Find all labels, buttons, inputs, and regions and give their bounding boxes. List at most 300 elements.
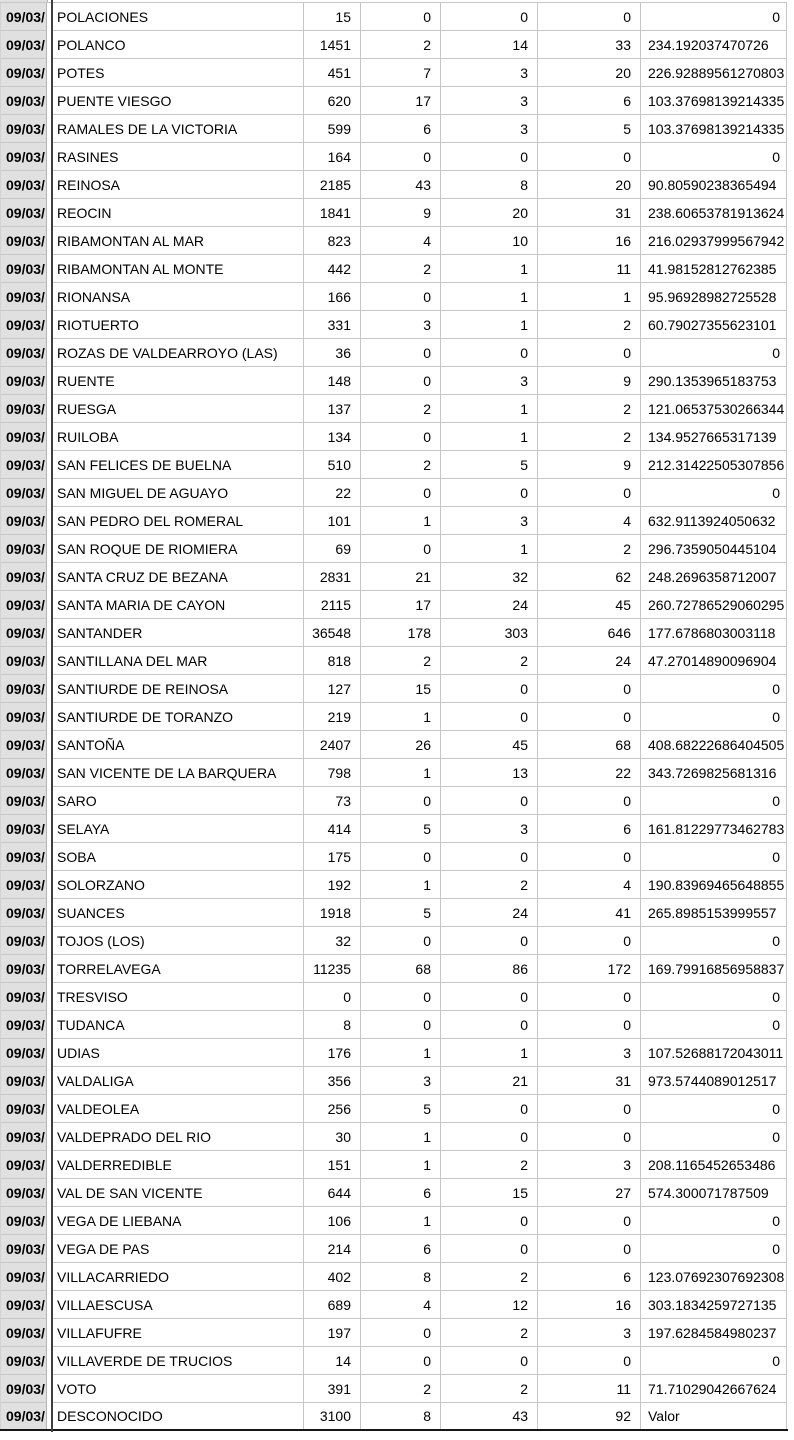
date-cell: 09/03/ bbox=[0, 395, 47, 423]
table-row bbox=[0, 367, 788, 395]
value1-cell: 1841 bbox=[303, 199, 360, 227]
rate-cell: 90.80590238365494 bbox=[640, 171, 787, 199]
value2-cell: 1 bbox=[360, 1039, 440, 1067]
municipality-cell: SARO bbox=[51, 787, 303, 815]
value1-cell: 331 bbox=[303, 311, 360, 339]
date-cell: 09/03/ bbox=[0, 1123, 47, 1151]
value1-cell: 73 bbox=[303, 787, 360, 815]
value2-cell: 0 bbox=[360, 283, 440, 311]
value1-cell: 2115 bbox=[303, 591, 360, 619]
value1-cell: 599 bbox=[303, 115, 360, 143]
value2-cell: 68 bbox=[360, 955, 440, 983]
table-row bbox=[0, 479, 788, 507]
date-cell: 09/03/ bbox=[0, 1291, 47, 1319]
date-cell: 09/03/ bbox=[0, 1095, 47, 1123]
rate-cell: 0 bbox=[640, 1207, 787, 1235]
value3-cell: 15 bbox=[440, 1179, 537, 1207]
value2-cell: 1 bbox=[360, 507, 440, 535]
value4-cell: 0 bbox=[537, 339, 640, 367]
rate-cell: 0 bbox=[640, 1347, 787, 1375]
value3-cell: 43 bbox=[440, 1403, 537, 1429]
value4-cell: 9 bbox=[537, 367, 640, 395]
value1-cell: 36 bbox=[303, 339, 360, 367]
value1-cell: 356 bbox=[303, 1067, 360, 1095]
date-cell: 09/03/ bbox=[0, 899, 47, 927]
date-cell: 09/03/ bbox=[0, 787, 47, 815]
value1-cell: 620 bbox=[303, 87, 360, 115]
municipality-cell: RIBAMONTAN AL MAR bbox=[51, 227, 303, 255]
table-row bbox=[0, 143, 788, 171]
rate-cell: 0 bbox=[640, 1123, 787, 1151]
value4-cell: 0 bbox=[537, 143, 640, 171]
rate-cell: 0 bbox=[640, 703, 787, 731]
rate-cell: 121.06537530266344 bbox=[640, 395, 787, 423]
rate-cell: 197.6284584980237 bbox=[640, 1319, 787, 1347]
value3-cell: 1 bbox=[440, 311, 537, 339]
value3-cell: 0 bbox=[440, 143, 537, 171]
value2-cell: 6 bbox=[360, 115, 440, 143]
date-cell: 09/03/ bbox=[0, 535, 47, 563]
value3-cell: 10 bbox=[440, 227, 537, 255]
date-cell: 09/03/ bbox=[0, 759, 47, 787]
value2-cell: 8 bbox=[360, 1263, 440, 1291]
date-cell: 09/03/ bbox=[0, 143, 47, 171]
value1-cell: 36548 bbox=[303, 619, 360, 647]
date-cell: 09/03/ bbox=[0, 1403, 47, 1429]
value1-cell: 798 bbox=[303, 759, 360, 787]
table-row bbox=[0, 787, 788, 815]
table-row bbox=[0, 759, 788, 787]
value3-cell: 8 bbox=[440, 171, 537, 199]
date-cell: 09/03/ bbox=[0, 731, 47, 759]
value4-cell: 6 bbox=[537, 87, 640, 115]
municipality-cell: SAN ROQUE DE RIOMIERA bbox=[51, 535, 303, 563]
value2-cell: 0 bbox=[360, 843, 440, 871]
value4-cell: 4 bbox=[537, 871, 640, 899]
value3-cell: 0 bbox=[440, 479, 537, 507]
value2-cell: 1 bbox=[360, 703, 440, 731]
value1-cell: 22 bbox=[303, 479, 360, 507]
rate-cell: 226.92889561270803 bbox=[640, 59, 787, 87]
municipality-cell: RIONANSA bbox=[51, 283, 303, 311]
value4-cell: 68 bbox=[537, 731, 640, 759]
value2-cell: 0 bbox=[360, 1347, 440, 1375]
value3-cell: 0 bbox=[440, 339, 537, 367]
municipality-cell: DESCONOCIDO bbox=[57, 1408, 163, 1424]
value2-cell: 15 bbox=[360, 675, 440, 703]
municipality-cell: RIBAMONTAN AL MONTE bbox=[51, 255, 303, 283]
date-cell: 09/03/ bbox=[0, 983, 47, 1011]
value3-cell: 0 bbox=[440, 787, 537, 815]
municipality-cell: VILLAVERDE DE TRUCIOS bbox=[51, 1347, 303, 1375]
date-cell: 09/03/ bbox=[0, 59, 47, 87]
value3-cell: 2 bbox=[440, 1319, 537, 1347]
rate-cell: 0 bbox=[640, 843, 787, 871]
table-row bbox=[0, 227, 788, 255]
value3-cell: 1 bbox=[440, 283, 537, 311]
value2-cell: 8 bbox=[360, 1403, 440, 1429]
value4-cell: 0 bbox=[537, 787, 640, 815]
municipality-cell: PUENTE VIESGO bbox=[51, 87, 303, 115]
rate-cell: 41.98152812762385 bbox=[640, 255, 787, 283]
table-row bbox=[0, 983, 788, 1011]
value3-cell: 20 bbox=[440, 199, 537, 227]
date-cell: 09/03/ bbox=[0, 619, 47, 647]
value4-cell: 92 bbox=[537, 1403, 640, 1429]
value1-cell: 192 bbox=[303, 871, 360, 899]
value4-cell: 9 bbox=[537, 451, 640, 479]
table-row bbox=[0, 731, 788, 759]
value4-cell: 0 bbox=[537, 3, 640, 31]
value1-cell: 101 bbox=[303, 507, 360, 535]
municipality-cell: TRESVISO bbox=[51, 983, 303, 1011]
date-cell: 09/03/ bbox=[0, 1207, 47, 1235]
value1-cell: 442 bbox=[303, 255, 360, 283]
value1-cell: 69 bbox=[303, 535, 360, 563]
value2-cell: 17 bbox=[360, 591, 440, 619]
value4-cell: 2 bbox=[537, 423, 640, 451]
value1-cell: 2831 bbox=[303, 563, 360, 591]
value4-cell: 62 bbox=[537, 563, 640, 591]
municipality-cell: SANTOÑA bbox=[51, 731, 303, 759]
rate-cell: 123.07692307692308 bbox=[640, 1263, 787, 1291]
rate-cell: 103.37698139214335 bbox=[640, 87, 787, 115]
municipality-cell: VAL DE SAN VICENTE bbox=[51, 1179, 303, 1207]
value4-cell: 4 bbox=[537, 507, 640, 535]
value4-cell: 0 bbox=[537, 927, 640, 955]
rate-cell: 177.6786803003118 bbox=[640, 619, 787, 647]
rate-cell: 574.300071787509 bbox=[640, 1179, 787, 1207]
date-cell: 09/03/ bbox=[0, 507, 47, 535]
value3-cell: 1 bbox=[440, 423, 537, 451]
municipality-cell: RIOTUERTO bbox=[51, 311, 303, 339]
rate-cell: 134.9527665317139 bbox=[640, 423, 787, 451]
table-row bbox=[0, 675, 788, 703]
rate-cell: 0 bbox=[640, 1011, 787, 1039]
table-row bbox=[0, 1095, 788, 1123]
value2-cell: 7 bbox=[360, 59, 440, 87]
value1-cell: 644 bbox=[303, 1179, 360, 1207]
municipality-cell: SELAYA bbox=[51, 815, 303, 843]
value2-cell: 26 bbox=[360, 731, 440, 759]
value3-cell: 13 bbox=[440, 759, 537, 787]
table-row bbox=[0, 1319, 788, 1347]
value2-cell: 0 bbox=[360, 423, 440, 451]
rate-cell: 95.96928982725528 bbox=[640, 283, 787, 311]
rate-cell: 169.79916856958837 bbox=[640, 955, 787, 983]
municipality-cell: SANTIURDE DE REINOSA bbox=[51, 675, 303, 703]
value2-cell: 6 bbox=[360, 1179, 440, 1207]
value4-cell: 16 bbox=[537, 1291, 640, 1319]
value2-cell: 0 bbox=[360, 339, 440, 367]
rate-cell: 234.192037470726 bbox=[640, 31, 787, 59]
municipality-cell: SAN MIGUEL DE AGUAYO bbox=[51, 479, 303, 507]
municipality-cell: TOJOS (LOS) bbox=[51, 927, 303, 955]
table-row bbox=[0, 1179, 788, 1207]
value2-cell: 1 bbox=[360, 1123, 440, 1151]
date-cell: 09/03/ bbox=[0, 1319, 47, 1347]
value2-cell: 5 bbox=[360, 899, 440, 927]
value2-cell: 2 bbox=[360, 1375, 440, 1403]
table-row bbox=[0, 703, 788, 731]
table-row bbox=[0, 591, 788, 619]
date-cell: 09/03/ bbox=[0, 927, 47, 955]
rate-cell: 71.71029042667624 bbox=[640, 1375, 787, 1403]
value2-cell: 2 bbox=[360, 395, 440, 423]
value4-cell: 3 bbox=[537, 1151, 640, 1179]
table-row bbox=[0, 1291, 788, 1319]
value3-cell: 3 bbox=[440, 507, 537, 535]
municipality-cell: SAN PEDRO DEL ROMERAL bbox=[51, 507, 303, 535]
value4-cell: 0 bbox=[537, 675, 640, 703]
municipality-cell: SANTA MARIA DE CAYON bbox=[51, 591, 303, 619]
municipality-cell: RUESGA bbox=[51, 395, 303, 423]
value4-cell: 11 bbox=[537, 1375, 640, 1403]
value3-cell: 0 bbox=[440, 1347, 537, 1375]
table-row bbox=[0, 283, 788, 311]
municipality-cell: SAN VICENTE DE LA BARQUERA bbox=[51, 759, 303, 787]
cut-off-date-cell bbox=[0, 0, 48, 2]
value4-cell: 27 bbox=[537, 1179, 640, 1207]
table-row bbox=[0, 1403, 788, 1431]
value4-cell: 0 bbox=[537, 1235, 640, 1263]
date-cell: 09/03/ bbox=[0, 815, 47, 843]
value3-cell: 3 bbox=[440, 87, 537, 115]
value4-cell: 0 bbox=[537, 1347, 640, 1375]
rate-cell: 248.2696358712007 bbox=[640, 563, 787, 591]
date-cell: 09/03/ bbox=[0, 843, 47, 871]
value4-cell: 172 bbox=[537, 955, 640, 983]
table-row bbox=[0, 339, 788, 367]
value3-cell: 2 bbox=[440, 647, 537, 675]
rate-cell: 632.9113924050632 bbox=[640, 507, 787, 535]
value4-cell: 22 bbox=[537, 759, 640, 787]
municipality-cell: SUANCES bbox=[51, 899, 303, 927]
date-cell: 09/03/ bbox=[0, 87, 47, 115]
value4-cell: 0 bbox=[537, 1011, 640, 1039]
value3-cell: 0 bbox=[440, 983, 537, 1011]
value1-cell: 175 bbox=[303, 843, 360, 871]
municipality-cell: VEGA DE PAS bbox=[51, 1235, 303, 1263]
table-row bbox=[0, 619, 788, 647]
value1-cell: 148 bbox=[303, 367, 360, 395]
value2-cell: 2 bbox=[360, 451, 440, 479]
value4-cell: 2 bbox=[537, 395, 640, 423]
rate-cell: 208.1165452653486 bbox=[640, 1151, 787, 1179]
value2-cell: 0 bbox=[360, 535, 440, 563]
municipality-cell: UDIAS bbox=[51, 1039, 303, 1067]
value3-cell: 86 bbox=[440, 955, 537, 983]
rate-cell: 161.81229773462783 bbox=[640, 815, 787, 843]
date-cell: 09/03/ bbox=[0, 1347, 47, 1375]
value1-cell: 214 bbox=[303, 1235, 360, 1263]
value2-cell: 4 bbox=[360, 1291, 440, 1319]
rate-cell: 0 bbox=[640, 787, 787, 815]
value2-cell: 178 bbox=[360, 619, 440, 647]
table-rows bbox=[0, 3, 788, 1431]
municipality-cell: VOTO bbox=[51, 1375, 303, 1403]
table-row bbox=[0, 199, 788, 227]
table-row bbox=[0, 423, 788, 451]
municipality-cell: TUDANCA bbox=[51, 1011, 303, 1039]
value1-cell: 32 bbox=[303, 927, 360, 955]
value1-cell: 414 bbox=[303, 815, 360, 843]
municipality-cell: SANTA CRUZ DE BEZANA bbox=[51, 563, 303, 591]
date-cell: 09/03/ bbox=[0, 1375, 47, 1403]
date-cell: 09/03/ bbox=[0, 3, 47, 31]
value2-cell: 5 bbox=[360, 815, 440, 843]
value1-cell: 1451 bbox=[303, 31, 360, 59]
value1-cell: 8 bbox=[303, 1011, 360, 1039]
rate-cell: 265.8985153999557 bbox=[640, 899, 787, 927]
rate-cell: 0 bbox=[640, 927, 787, 955]
municipality-cell: SOLORZANO bbox=[51, 871, 303, 899]
value1-cell: 134 bbox=[303, 423, 360, 451]
value1-cell: 510 bbox=[303, 451, 360, 479]
table-row bbox=[0, 1375, 788, 1403]
value1-cell: 1918 bbox=[303, 899, 360, 927]
table-row bbox=[0, 87, 788, 115]
table-row bbox=[0, 871, 788, 899]
municipality-cell: VALDEOLEA bbox=[51, 1095, 303, 1123]
municipality-cell: VILLACARRIEDO bbox=[51, 1263, 303, 1291]
value3-cell: 1 bbox=[440, 395, 537, 423]
value1-cell: 106 bbox=[303, 1207, 360, 1235]
value1-cell: 2185 bbox=[303, 171, 360, 199]
date-cell: 09/03/ bbox=[0, 227, 47, 255]
date-cell: 09/03/ bbox=[0, 339, 47, 367]
date-cell: 09/03/ bbox=[0, 199, 47, 227]
date-cell: 09/03/ bbox=[0, 1067, 47, 1095]
value3-cell: 32 bbox=[440, 563, 537, 591]
value3-cell: 0 bbox=[440, 703, 537, 731]
rate-cell: 103.37698139214335 bbox=[640, 115, 787, 143]
value3-cell: 0 bbox=[440, 1095, 537, 1123]
table-row bbox=[0, 59, 788, 87]
value4-cell: 41 bbox=[537, 899, 640, 927]
value2-cell: 0 bbox=[360, 1319, 440, 1347]
value2-cell: 2 bbox=[360, 31, 440, 59]
municipality-cell: POLANCO bbox=[51, 31, 303, 59]
value3-cell: 14 bbox=[440, 31, 537, 59]
value3-cell: 5 bbox=[440, 451, 537, 479]
value3-cell: 0 bbox=[440, 1123, 537, 1151]
value1-cell: 391 bbox=[303, 1375, 360, 1403]
rate-cell: 260.72786529060295 bbox=[640, 591, 787, 619]
rate-cell: 0 bbox=[640, 675, 787, 703]
table-row bbox=[0, 927, 788, 955]
table-row bbox=[0, 647, 788, 675]
value3-cell: 21 bbox=[440, 1067, 537, 1095]
value4-cell: 31 bbox=[537, 1067, 640, 1095]
value2-cell: 2 bbox=[360, 647, 440, 675]
rate-cell: 0 bbox=[640, 1095, 787, 1123]
value4-cell: 646 bbox=[537, 619, 640, 647]
municipality-cell: VILLAESCUSA bbox=[51, 1291, 303, 1319]
value1-cell: 151 bbox=[303, 1151, 360, 1179]
value3-cell: 0 bbox=[440, 843, 537, 871]
municipality-cell: VALDERREDIBLE bbox=[51, 1151, 303, 1179]
date-cell: 09/03/ bbox=[0, 171, 47, 199]
municipality-cell: VEGA DE LIEBANA bbox=[51, 1207, 303, 1235]
value3-cell: 1 bbox=[440, 1039, 537, 1067]
value1-cell: 166 bbox=[303, 283, 360, 311]
value1-cell: 137 bbox=[303, 395, 360, 423]
date-cell: 09/03/ bbox=[0, 255, 47, 283]
value3-cell: 0 bbox=[440, 927, 537, 955]
rate-cell: 973.5744089012517 bbox=[640, 1067, 787, 1095]
value2-cell: 0 bbox=[360, 367, 440, 395]
date-cell: 09/03/ bbox=[0, 1151, 47, 1179]
value4-cell: 1 bbox=[537, 283, 640, 311]
value2-cell: 3 bbox=[360, 311, 440, 339]
rate-cell: 212.31422505307856 bbox=[640, 451, 787, 479]
table-row bbox=[0, 171, 788, 199]
value2-cell: 0 bbox=[360, 927, 440, 955]
value1-cell: 127 bbox=[303, 675, 360, 703]
table-row bbox=[0, 1011, 788, 1039]
value4-cell: 0 bbox=[537, 703, 640, 731]
table-row bbox=[0, 843, 788, 871]
value4-cell: 20 bbox=[537, 171, 640, 199]
value3-cell: 2 bbox=[440, 871, 537, 899]
value2-cell: 0 bbox=[360, 1011, 440, 1039]
value3-cell: 303 bbox=[440, 619, 537, 647]
value2-cell: 4 bbox=[360, 227, 440, 255]
value1-cell: 30 bbox=[303, 1123, 360, 1151]
table-row bbox=[0, 1151, 788, 1179]
rate-cell: 0 bbox=[640, 983, 787, 1011]
value3-cell: 45 bbox=[440, 731, 537, 759]
value1-cell: 402 bbox=[303, 1263, 360, 1291]
cut-off-row-sliver bbox=[0, 0, 787, 3]
value3-cell: 1 bbox=[440, 535, 537, 563]
value3-cell: 3 bbox=[440, 815, 537, 843]
table-row bbox=[0, 395, 788, 423]
municipality-cell: SANTANDER bbox=[51, 619, 303, 647]
value4-cell: 24 bbox=[537, 647, 640, 675]
date-cell: 09/03/ bbox=[0, 675, 47, 703]
value3-cell: 0 bbox=[440, 675, 537, 703]
municipality-cell: SANTIURDE DE TORANZO bbox=[51, 703, 303, 731]
value4-cell: 16 bbox=[537, 227, 640, 255]
date-cell: 09/03/ bbox=[0, 955, 47, 983]
value4-cell: 0 bbox=[537, 1207, 640, 1235]
date-cell: 09/03/ bbox=[0, 311, 47, 339]
date-cell: 09/03/ bbox=[0, 1179, 47, 1207]
table-row bbox=[0, 3, 788, 31]
value2-cell: 0 bbox=[360, 787, 440, 815]
value3-cell: 24 bbox=[440, 591, 537, 619]
rate-cell: 0 bbox=[640, 479, 787, 507]
value1-cell: 2407 bbox=[303, 731, 360, 759]
rate-cell: 60.79027355623101 bbox=[640, 311, 787, 339]
date-cell: 09/03/ bbox=[0, 1235, 47, 1263]
table-row bbox=[0, 1123, 788, 1151]
value2-cell: 2 bbox=[360, 255, 440, 283]
value4-cell: 0 bbox=[537, 1095, 640, 1123]
rate-cell: 408.68222686404505 bbox=[640, 731, 787, 759]
table-row bbox=[0, 1039, 788, 1067]
municipality-cell: TORRELAVEGA bbox=[51, 955, 303, 983]
rate-cell: 296.7359050445104 bbox=[640, 535, 787, 563]
municipality-cell: POLACIONES bbox=[51, 3, 303, 31]
municipality-cell: RUENTE bbox=[51, 367, 303, 395]
date-cell: 09/03/ bbox=[0, 451, 47, 479]
rate-cell: Valor bbox=[640, 1403, 787, 1429]
value1-cell: 176 bbox=[303, 1039, 360, 1067]
value3-cell: 0 bbox=[440, 3, 537, 31]
